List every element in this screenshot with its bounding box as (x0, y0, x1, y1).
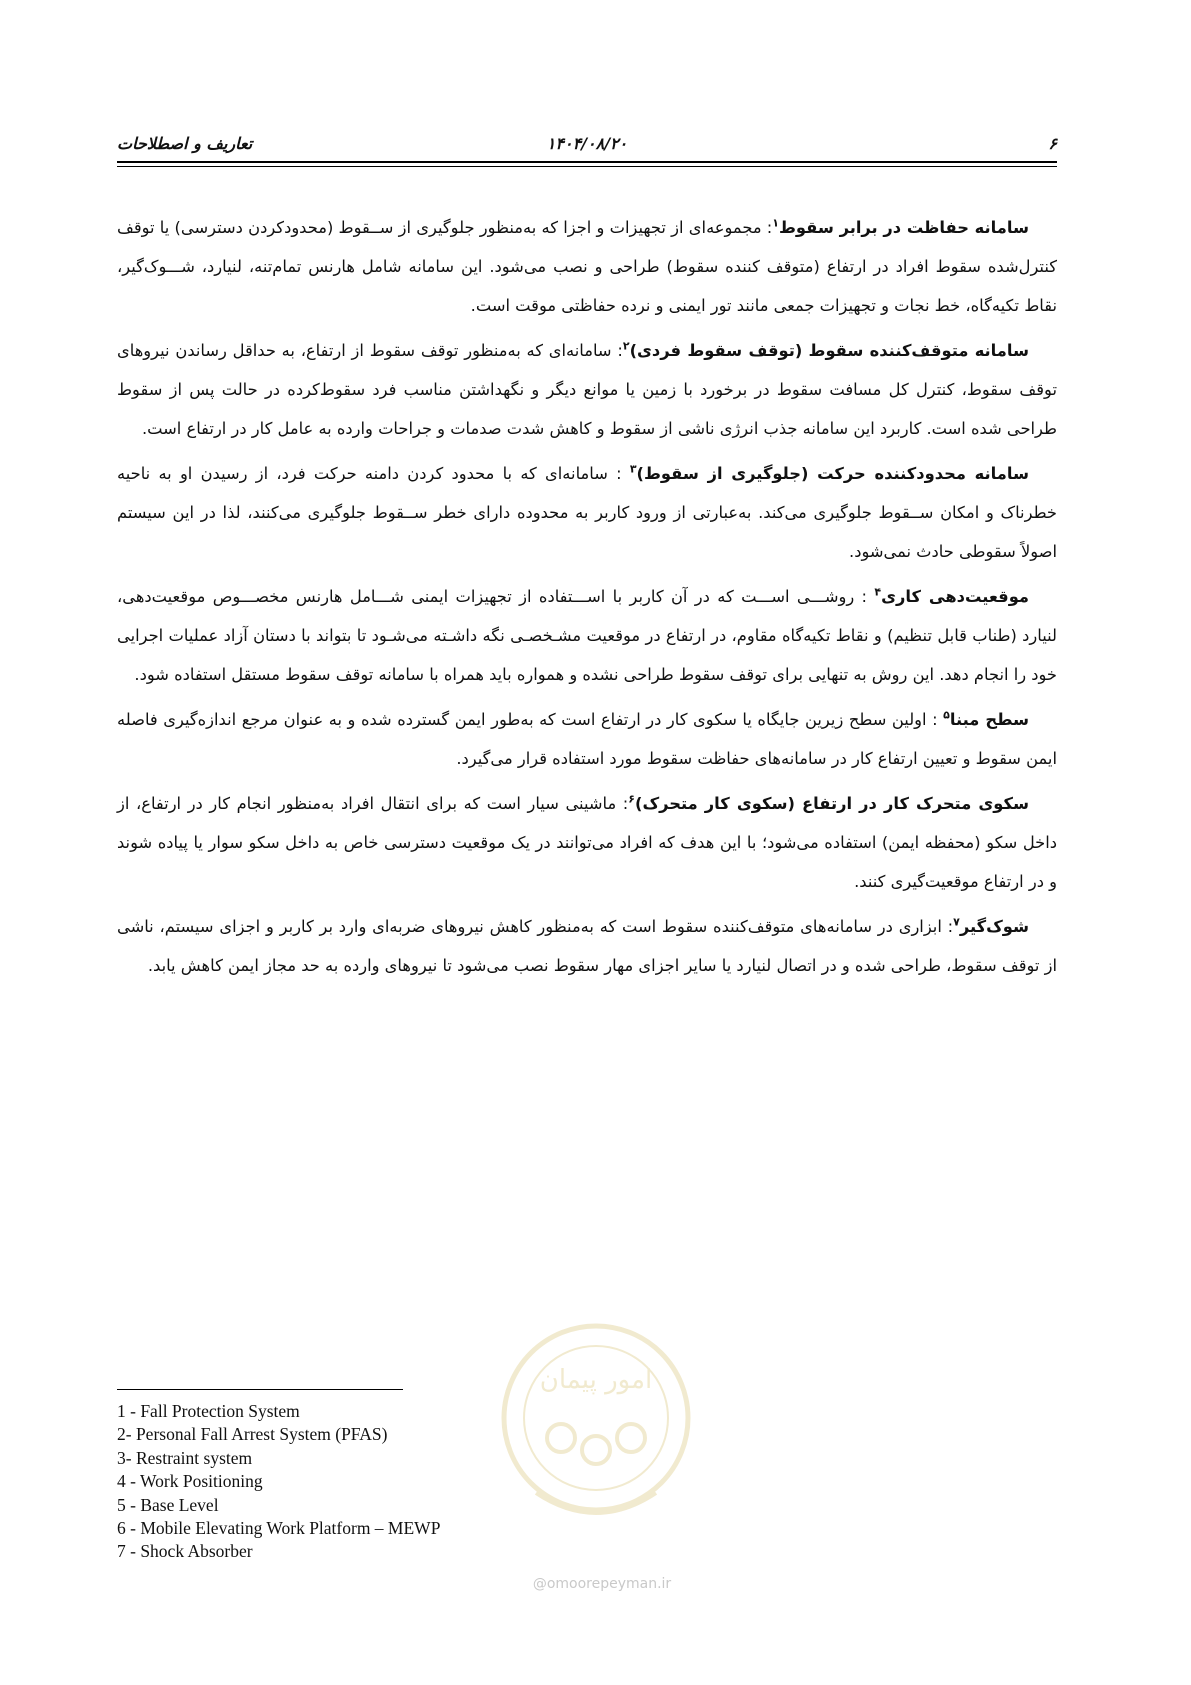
definition-term: سامانه متوقف‌کننده سقوط (توقف سقوط فردی) (629, 341, 1029, 360)
footnote-ref[interactable]: ۵ (943, 708, 950, 722)
page-number: ۶ (1048, 134, 1057, 153)
footnote-item: 7 - Shock Absorber (117, 1541, 253, 1562)
footnote-ref[interactable]: ۷ (953, 915, 960, 929)
footnote-separator (117, 1389, 403, 1390)
definitions-body (117, 208, 1057, 991)
page-header (117, 128, 1057, 158)
header-date: ۱۴۰۴/۰۸/۲۰ (546, 134, 628, 153)
definition-text: : روشـــی اســـت که در آن کاربر با اســـتفاده از تجهیزات ایمنی شـــامل هارنس مخصـــوص موقعیت‌دهی، لنیارد (طناب قابل تنظیم) و نقاط تکیه‌گاه مقاوم، در ارتفاع در موقعیت مشـخصـی نگه داشـته می‌شـود تا بتواند با دستان آزاد عملیات اجرایی خود را انجام دهد. این روش به تنهایی برای توقف سقوط طراحی نشده و همواره باید همراه با سامانه توقف سقوط مستقل استفاده شود. (117, 587, 1057, 684)
definition-term: سکوی متحرک کار در ارتفاع (سکوی کار متحرک) (635, 794, 1029, 813)
footnote-ref[interactable]: ۳ (629, 462, 637, 476)
definition-text: : سامانه‌ای که با محدود کردن دامنه حرکت فرد، از رسیدن او به ناحیه خطرناک و امکان ســقوط جلوگیری می‌کند. به‌عبارتی از ورود کاربر به محدوده دارای خطر ســقوط جلوگیری می‌کنند، لذا در این سیستم اصولاً سقوطی حادث نمی‌شود. (117, 464, 1057, 561)
footnotes (117, 1400, 717, 1564)
section-title: تعاریف و اصطلاحات (117, 134, 253, 153)
definition-paragraph (117, 577, 1057, 694)
watermark-url: @omoorepeyman.ir (532, 1576, 672, 1592)
footnote-item: 5 - Base Level (117, 1494, 219, 1515)
definition-text: : ماشینی سیار است که برای انتقال افراد به‌منظور انجام کار در ارتفاع، از داخل سکو (محفظه ایمن) استفاده می‌شود؛ با این هدف که افراد می‌توانند در یک موقعیت دسترسی خاص به داخل سکو سوار یا پیاده شوند و در ارتفاع موقعیت‌گیری کنند. (117, 794, 1057, 891)
definition-term: سامانه حفاظت در برابر سقوط (779, 218, 1029, 237)
definition-text: : مجموعه‌ای از تجهیزات و اجزا که به‌منظور جلوگیری از ســقوط (محدودکردن دسترسی) یا توقف کنترل‌شده سقوط افراد در ارتفاع (متوقف کننده سقوط) طراحی و نصب می‌شود. این سامانه شامل هارنس تمام‌تنه، لنیارد، شـــوک‌گیر، نقاط تکیه‌گاه، خط نجات و تجهیزات جمعی مانند تور ایمنی و نرده حفاظتی موقت است. (117, 218, 1057, 315)
definition-term: سامانه محدودکننده حرکت (جلوگیری از سقوط) (636, 464, 1029, 483)
definition-paragraph (117, 907, 1057, 985)
footnote-ref[interactable]: ۲ (622, 339, 630, 353)
watermark-logo-text: امور پیمان (539, 1365, 653, 1395)
footnote-item: 1 - Fall Protection System (117, 1401, 300, 1421)
definition-paragraph (117, 784, 1057, 901)
footnote-item: 4 - Work Positioning (117, 1471, 263, 1492)
footnote-item: 3- Restraint system (117, 1447, 253, 1468)
definition-term: موقعیت‌دهی کاری (881, 587, 1029, 606)
definition-paragraph (117, 700, 1057, 778)
header-rule (117, 161, 1057, 163)
definition-paragraph (117, 454, 1057, 571)
footnote-item: 6 - Mobile Elevating Work Platform – MEWP (117, 1518, 441, 1539)
footnote-item: 2- Personal Fall Arrest System (PFAS) (117, 1424, 388, 1445)
definition-paragraph (117, 208, 1057, 325)
definition-term: شوک‌گیر (959, 917, 1029, 936)
definition-text: : ابزاری در سامانه‌های متوقف‌کننده سقوط است که به‌منظور کاهش نیروهای ضربه‌ای وارد بر کاربر و اجزای سیستم، ناشی از توقف سقوط، طراحی شده و در اتصال لنیارد یا سایر اجزای مهار سقوط نصب می‌شود تا نیروهای وارده به حد مجاز ایمن کاهش یابد. (117, 917, 1057, 975)
footnote-ref[interactable]: ۴ (874, 585, 882, 599)
footnote-ref[interactable]: ۱ (772, 216, 779, 230)
definition-text: : سامانه‌ای که به‌منظور توقف سقوط از ارتفاع، به حداقل رساندن نیروهای توقف سقوط، کنترل کل مسافت سقوط در برخورد با زمین یا موانع دیگر و نگهداشتن مناسب فرد سقوط‌کرده در حالت پس از سقوط طراحی شده است. کاربرد این سامانه جذب انرژی ناشی از سقوط و کاهش شدت صدمات و جراحات وارده به عامل کار در ارتفاع است. (117, 341, 1057, 438)
definition-paragraph (117, 331, 1057, 448)
definition-term: سطح مبنا (949, 710, 1030, 729)
header-rule-thin (117, 166, 1057, 167)
footnote-ref[interactable]: ۶ (628, 792, 635, 806)
definition-text: : اولین سطح زیرین جایگاه یا سکوی کار در ارتفاع است که به‌طور ایمن گسترده شده و به عنوان مرجع اندازه‌گیری فاصله ایمن سقوط و تعیین ارتفاع کار در سامانه‌های حفاظت سقوط مورد استفاده قرار می‌گیرد. (117, 710, 1057, 768)
